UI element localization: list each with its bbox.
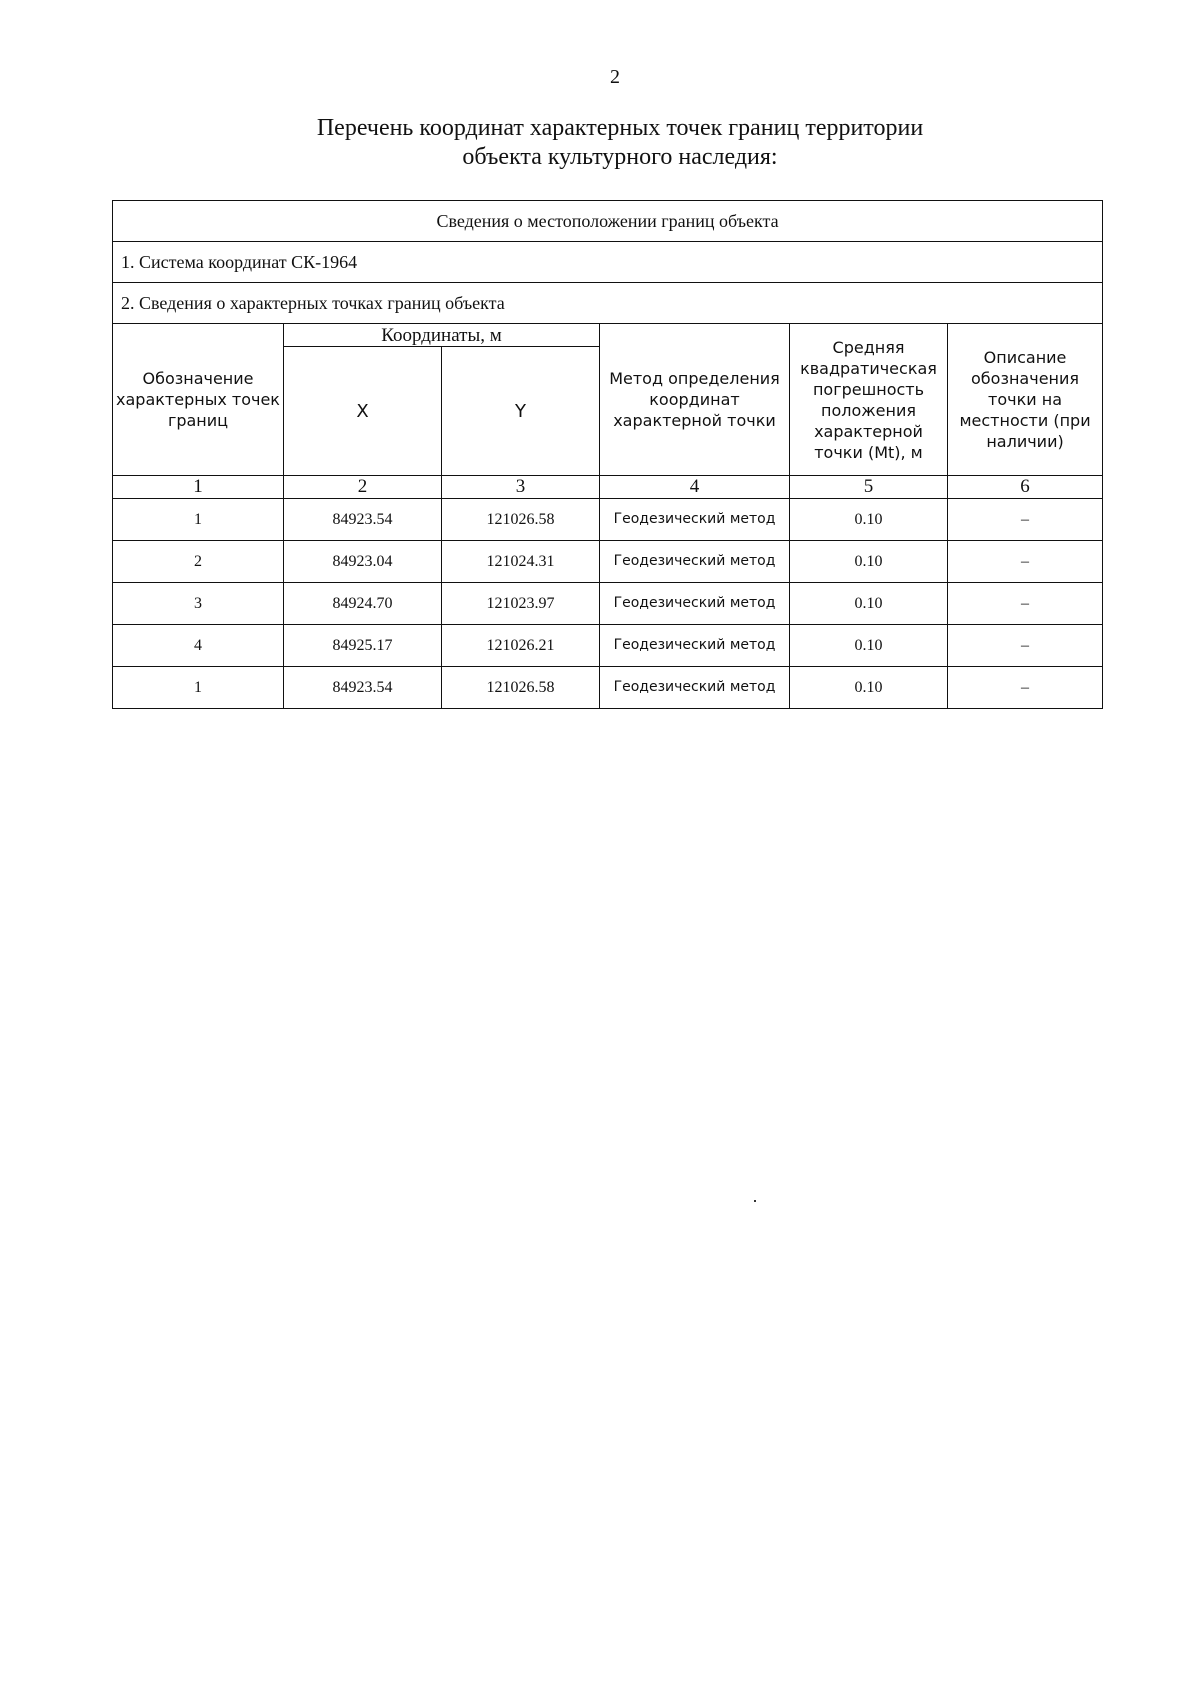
header-error: Средняя квадратическая погрешность положения характерной точки (Mt), м (790, 324, 948, 476)
header-coordinates: Координаты, м (284, 324, 600, 347)
cell-method: Геодезический метод (600, 583, 790, 625)
column-number: 2 (284, 476, 442, 499)
points-title: 2. Сведения о характерных точках границ объекта (113, 283, 1103, 324)
table-row (113, 541, 1103, 583)
cell-error: 0.10 (790, 667, 948, 709)
document-title (0, 114, 1200, 172)
cell-point: 2 (113, 541, 284, 583)
header-method: Метод определения координат характерной точки (600, 324, 790, 476)
table-row (113, 667, 1103, 709)
header-x: X (284, 347, 442, 476)
table-row (113, 583, 1103, 625)
cell-error: 0.10 (790, 541, 948, 583)
header-description: Описание обозначения точки на местности (при наличии) (948, 324, 1103, 476)
table-row (113, 499, 1103, 541)
cell-x: 84925.17 (284, 625, 442, 667)
coord-system: 1. Система координат СК-1964 (113, 242, 1103, 283)
title-line-2: объекта культурного наследия: (462, 144, 778, 170)
cell-y: 121024.31 (442, 541, 600, 583)
column-number: 1 (113, 476, 284, 499)
cell-error: 0.10 (790, 583, 948, 625)
cell-error: 0.10 (790, 499, 948, 541)
cell-point: 1 (113, 499, 284, 541)
stray-dot (754, 1200, 756, 1202)
cell-point: 4 (113, 625, 284, 667)
cell-method: Геодезический метод (600, 541, 790, 583)
cell-y: 121023.97 (442, 583, 600, 625)
header-y: Y (442, 347, 600, 476)
coordinates-table (112, 200, 1103, 709)
cell-description: – (948, 625, 1103, 667)
cell-description: – (948, 499, 1103, 541)
column-number: 4 (600, 476, 790, 499)
cell-x: 84923.54 (284, 499, 442, 541)
cell-point: 1 (113, 667, 284, 709)
cell-x: 84923.54 (284, 667, 442, 709)
cell-y: 121026.58 (442, 499, 600, 541)
cell-description: – (948, 583, 1103, 625)
column-number: 6 (948, 476, 1103, 499)
cell-description: – (948, 667, 1103, 709)
cell-method: Геодезический метод (600, 625, 790, 667)
column-number: 5 (790, 476, 948, 499)
header-point: Обозначение характерных точек границ (113, 324, 284, 476)
column-number: 3 (442, 476, 600, 499)
cell-error: 0.10 (790, 625, 948, 667)
cell-description: – (948, 541, 1103, 583)
cell-method: Геодезический метод (600, 667, 790, 709)
cell-x: 84923.04 (284, 541, 442, 583)
page-number: 2 (610, 66, 620, 88)
cell-point: 3 (113, 583, 284, 625)
cell-y: 121026.58 (442, 667, 600, 709)
section-title: Сведения о местоположении границ объекта (113, 201, 1103, 242)
cell-x: 84924.70 (284, 583, 442, 625)
cell-y: 121026.21 (442, 625, 600, 667)
cell-method: Геодезический метод (600, 499, 790, 541)
table-row (113, 625, 1103, 667)
title-line-1: Перечень координат характерных точек границ территории (316, 115, 924, 141)
